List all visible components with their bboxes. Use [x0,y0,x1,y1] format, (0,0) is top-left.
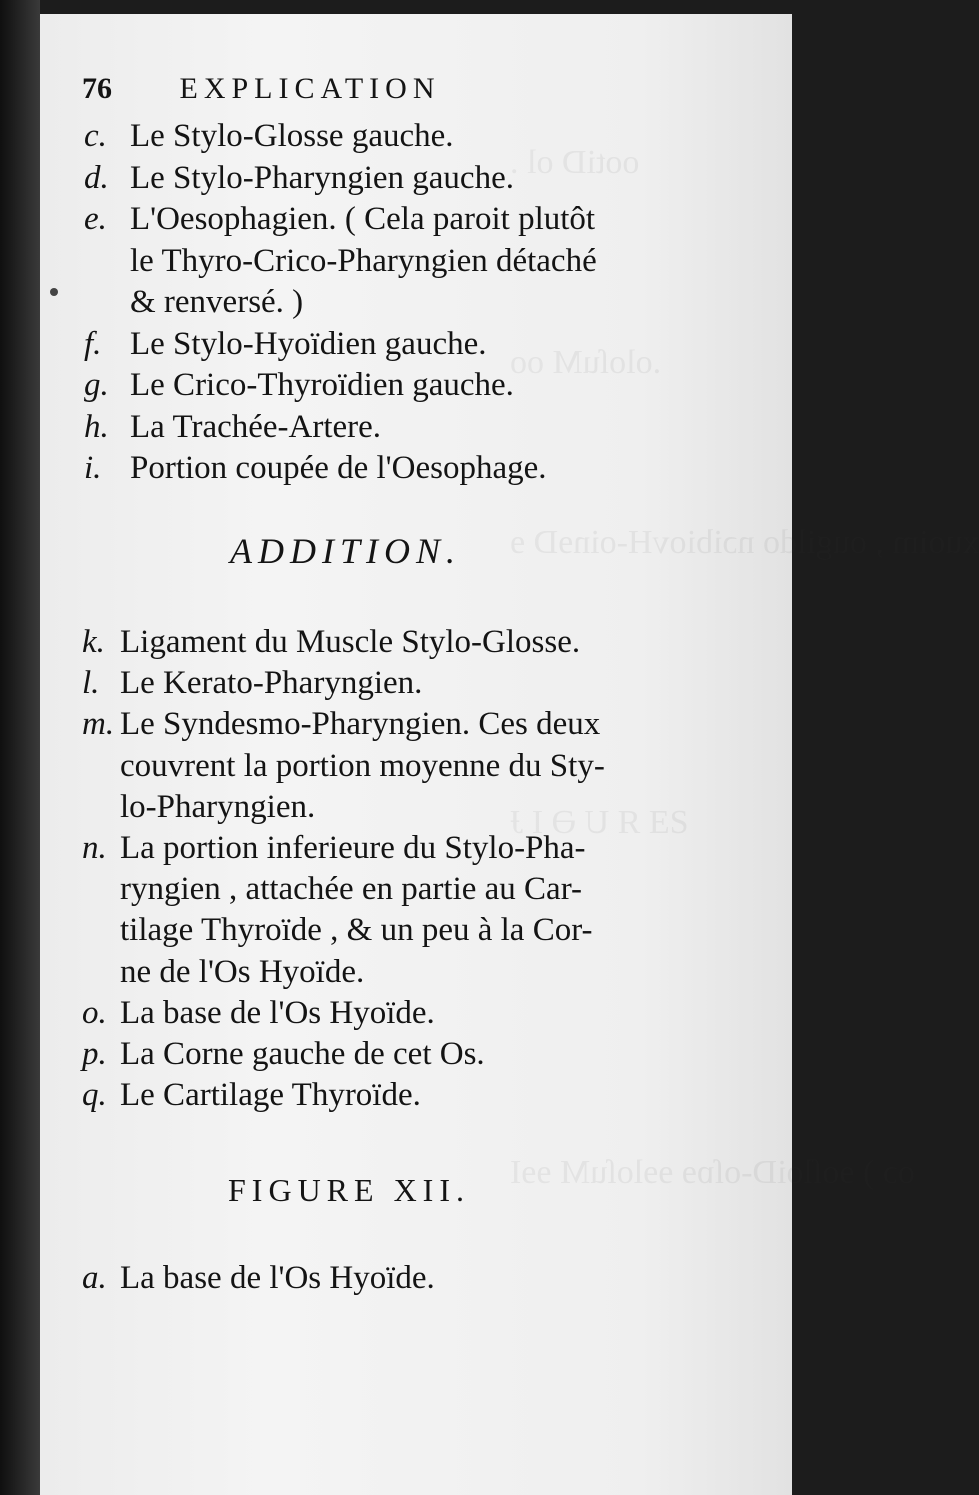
entry-text-line: ne de l'Os Hyoïde. [120,953,365,990]
entry-text-line: tilage Thyroïde , & un peu à la Cor- [120,912,593,949]
entry-letter: c. [84,118,107,154]
entry-letter: e. [84,201,107,237]
entry-text-line: La base de l'Os Hyoïde. [120,994,435,1031]
page-number: 76 [82,72,112,105]
entry-text-line: lo-Pharyngien. [120,788,316,825]
entry-text-line: Le Crico-Thyroïdien gauche. [130,367,514,403]
entry-text-line: La Corne gauche de cet Os. [120,1036,485,1072]
entry-text-line: & renversé. ) [130,284,304,320]
entry-letter: h. [84,408,109,445]
entry-text-line: La portion inferieure du Stylo-Pha- [120,830,586,866]
addition-heading: ADDITION. [230,531,461,571]
entry-text-line: Le Stylo-Glosse gauche. [130,118,454,154]
entry-text-line: ryngien , attachée en partie au Car- [120,871,583,908]
running-header [82,72,441,106]
entry-text-line: Ligament du Muscle Stylo-Glosse. [120,624,581,660]
bleed-through: oɔ ) ɘoſloiD-oſɒɘ ɘɘloſuM ɘɘI [510,1154,915,1191]
entry-text-line: Le Stylo-Hyoïdien gauche. [130,325,487,362]
ink-speck [50,288,58,296]
entry-letter: k. [82,624,105,660]
running-title: EXPLICATION [179,72,441,105]
entry-letter: d. [84,159,109,196]
entry-text-line: L'Oesophagien. ( Cela paroit plutôt [130,201,596,237]
entry-text-line: couvrent la portion moyenne du Sty- [120,747,605,784]
entry-letter: i. [84,450,102,486]
book-gutter [0,0,40,1495]
entry-letter: n. [82,830,107,866]
entry-text-line: La base de l'Os Hyoïde. [120,1260,435,1296]
bleed-through: ootiD ol . [510,144,640,181]
bleed-through: ƧƎ Я U Ə I Ɉ [510,804,689,841]
entry-text-line: Portion coupée de l'Oesophage. [130,450,547,486]
entry-letter: a. [82,1260,107,1296]
entry-letter: p. [82,1036,107,1072]
entry-letter: q. [82,1077,107,1114]
entry-text-line: La Trachée-Artere. [130,408,382,445]
entry-text-line: Le Kerato-Pharyngien. [120,665,423,702]
entry-letter: o. [82,994,107,1031]
entry-letter: g. [84,367,109,403]
entry-text-line: le Thyro-Crico-Pharyngien détaché [130,242,597,279]
entry-letter: m. [82,706,115,743]
bleed-through: xuoim , ougildo nɔibiovH-oinɘD ɘ [510,524,979,561]
figure-heading: FIGURE XII. [228,1172,470,1208]
entry-letter: f. [84,325,102,362]
bleed-through: .oloſuM oo [510,344,662,381]
entry-text-line: Le Syndesmo-Pharyngien. Ces deux [120,706,601,743]
entry-letter: l. [82,665,100,702]
entry-text-line: Le Cartilage Thyroïde. [120,1077,421,1114]
entry-text-line: Le Stylo-Pharyngien gauche. [130,159,514,196]
